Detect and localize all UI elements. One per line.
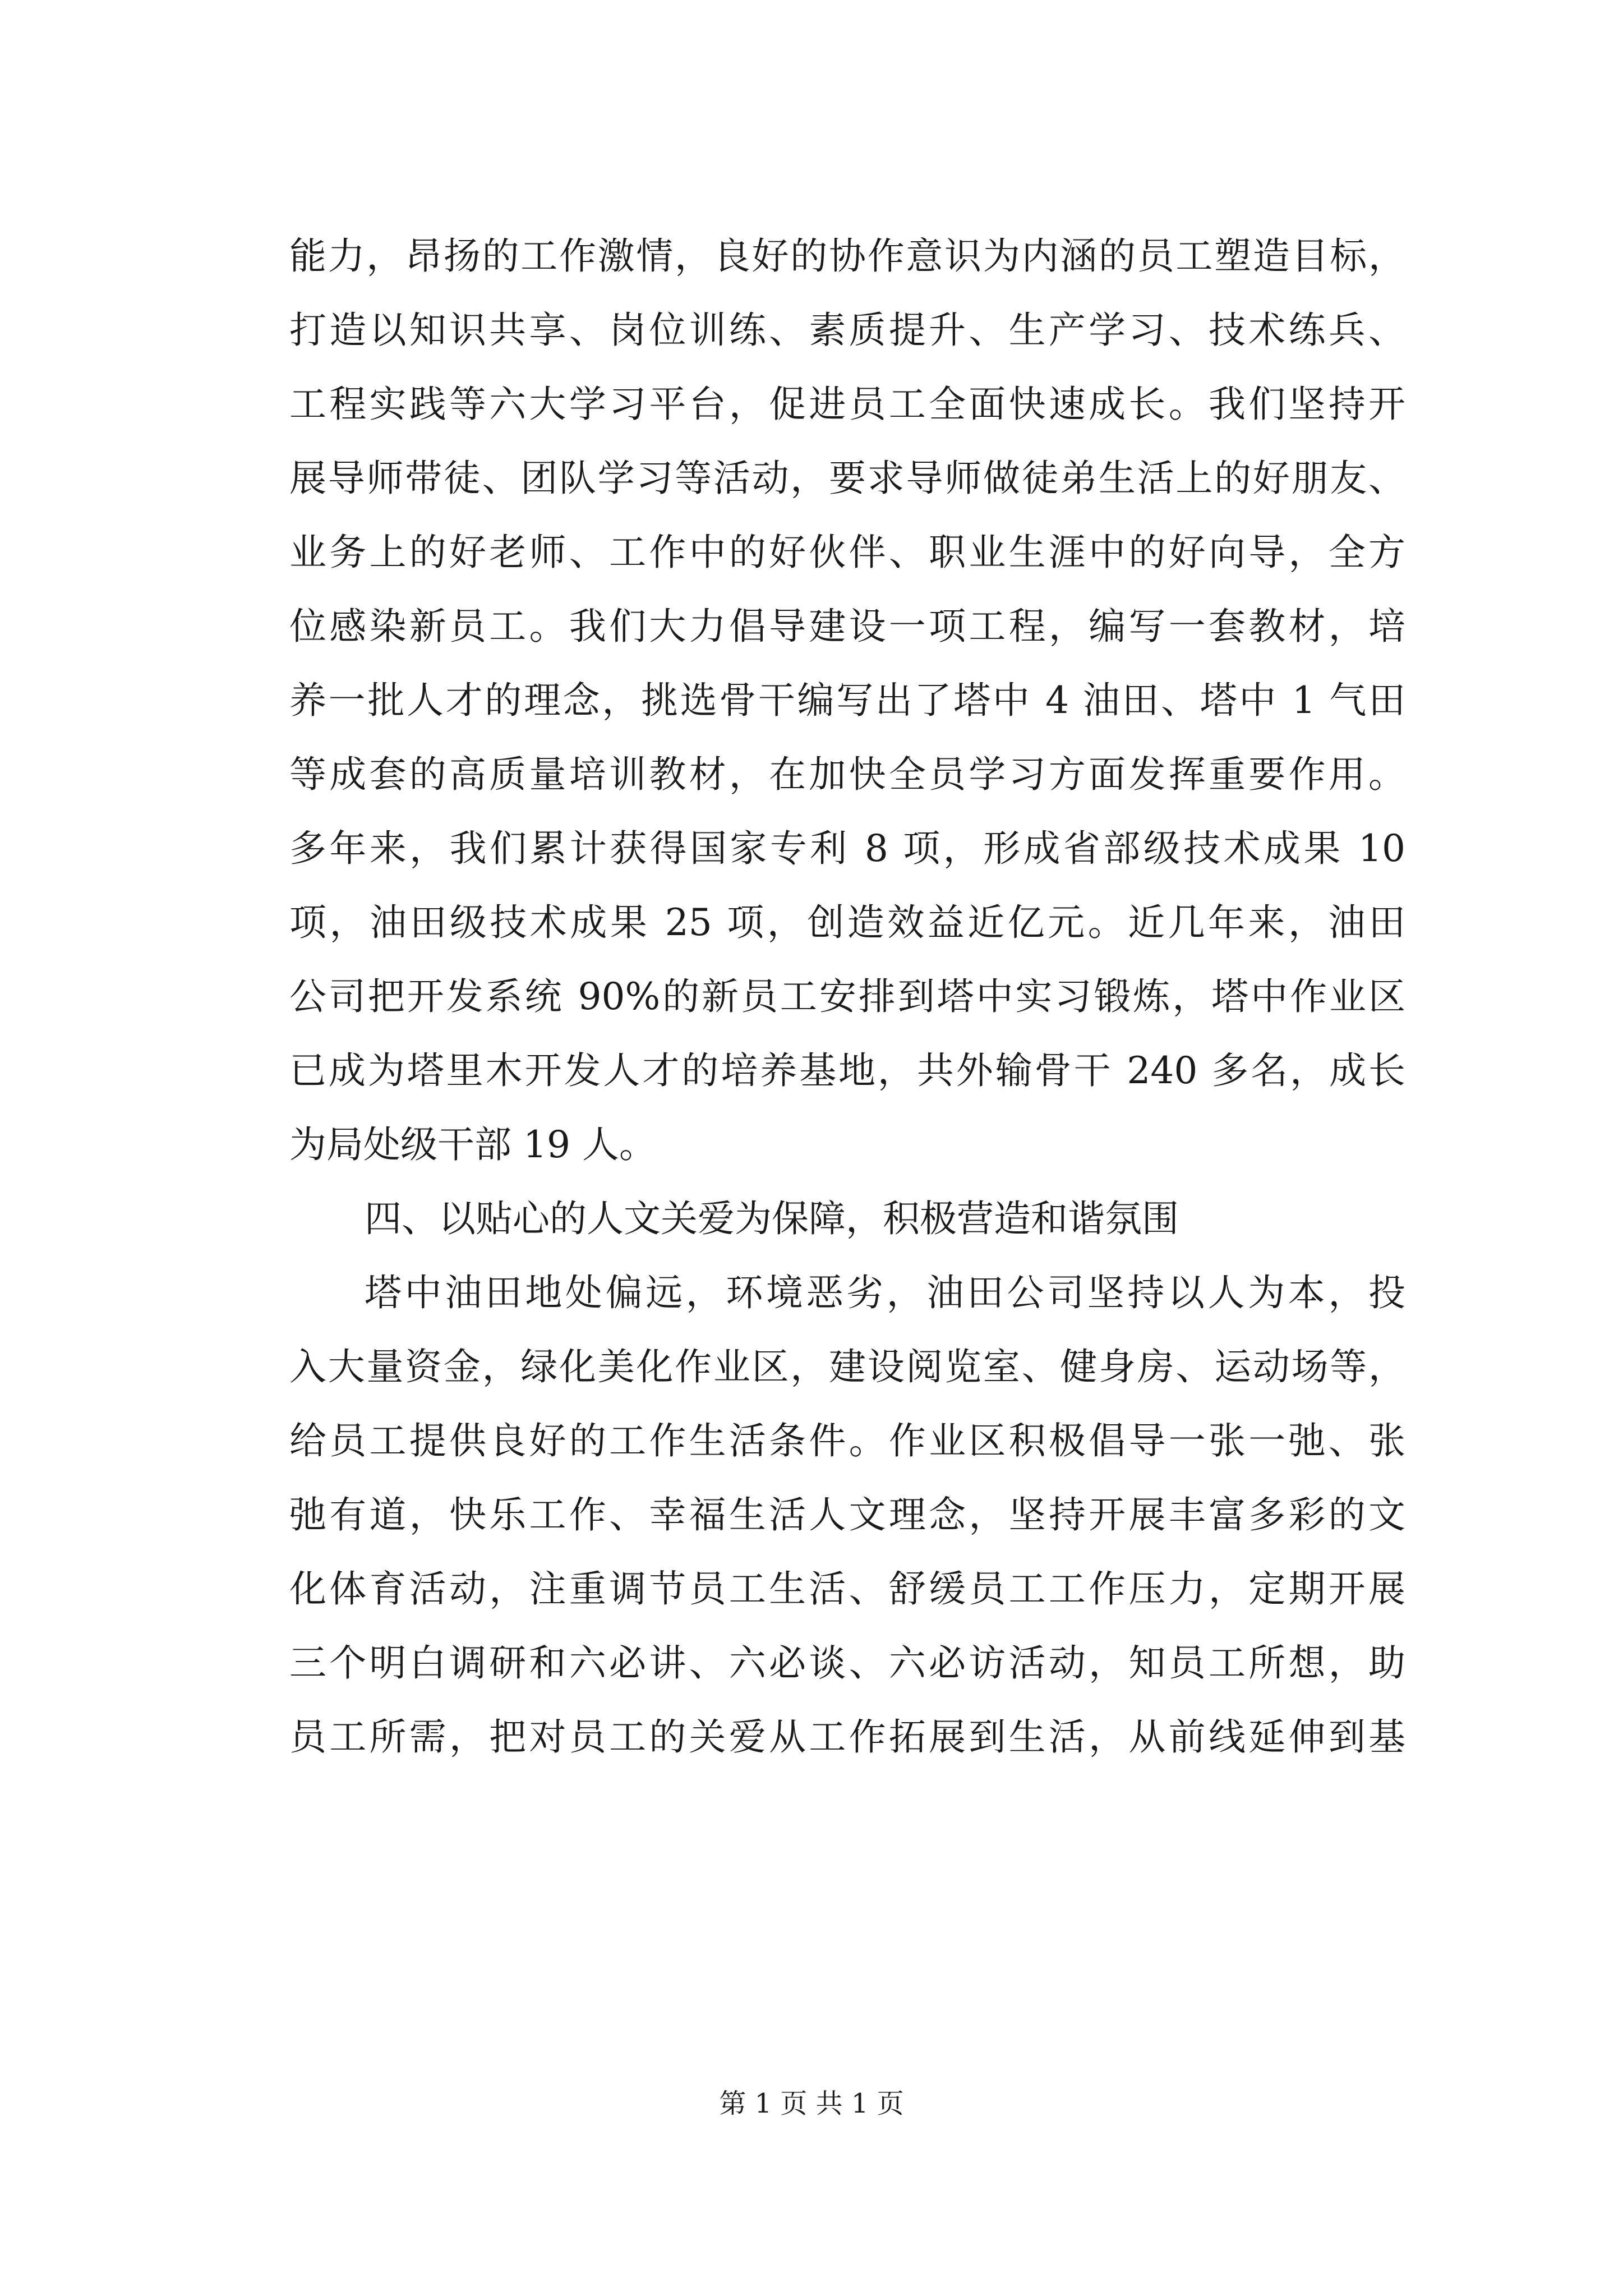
body-text-line: 已成为塔里木开发人才的培养基地，共外输骨干 240 多名，成长 [289, 1049, 1405, 1092]
body-text-line: 能力，昂扬的工作激情，良好的协作意识为内涵的员工塑造目标， [289, 234, 1405, 278]
body-text-line: 业务上的好老师、工作中的好伙伴、职业生涯中的好向导，全方 [289, 531, 1405, 574]
body-text-line: 位感染新员工。我们大力倡导建设一项工程，编写一套教材，培 [289, 605, 1405, 648]
body-text-line: 项，油田级技术成果 25 项，创造效益近亿元。近几年来，油田 [289, 901, 1405, 944]
body-text-line: 养一批人才的理念，挑选骨干编写出了塔中 4 油田、塔中 1 气田 [289, 679, 1405, 722]
page-footer: 第 1 页 共 1 页 [719, 2088, 904, 2119]
body-text-line: 多年来，我们累计获得国家专利 8 项，形成省部级技术成果 10 [289, 827, 1405, 870]
body-text-line: 打造以知识共享、岗位训练、素质提升、生产学习、技术练兵、 [289, 309, 1405, 352]
body-text-line: 工程实践等六大学习平台，促进员工全面快速成长。我们坚持开 [289, 383, 1405, 426]
body-text-line: 展导师带徒、团队学习等活动，要求导师做徒弟生活上的好朋友、 [289, 457, 1405, 500]
body-text-line: 为局处级干部 19 人。 [289, 1123, 656, 1166]
body-text-line: 塔中油田地处偏远，环境恶劣，油田公司坚持以人为本，投 [365, 1271, 1405, 1314]
body-text-line: 等成套的高质量培训教材，在加快全员学习方面发挥重要作用。 [289, 753, 1405, 796]
body-text-line: 三个明白调研和六必讲、六必谈、六必访活动，知员工所想，助 [289, 1641, 1405, 1685]
body-text-line: 给员工提供良好的工作生活条件。作业区积极倡导一张一弛、张 [289, 1419, 1405, 1462]
body-text-line: 化体育活动，注重调节员工生活、舒缓员工工作压力，定期开展 [289, 1567, 1405, 1611]
body-text-line: 公司把开发系统 90%的新员工安排到塔中实习锻炼，塔中作业区 [289, 975, 1405, 1018]
body-text-line: 弛有道，快乐工作、幸福生活人文理念，坚持开展丰富多彩的文 [289, 1493, 1405, 1536]
body-text-line: 员工所需，把对员工的关爱从工作拓展到生活，从前线延伸到基 [289, 1715, 1405, 1759]
section-heading: 四、以贴心的人文关爱为保障，积极营造和谐氛围 [365, 1197, 1179, 1240]
body-text-line: 入大量资金，绿化美化作业区，建设阅览室、健身房、运动场等， [289, 1345, 1405, 1388]
